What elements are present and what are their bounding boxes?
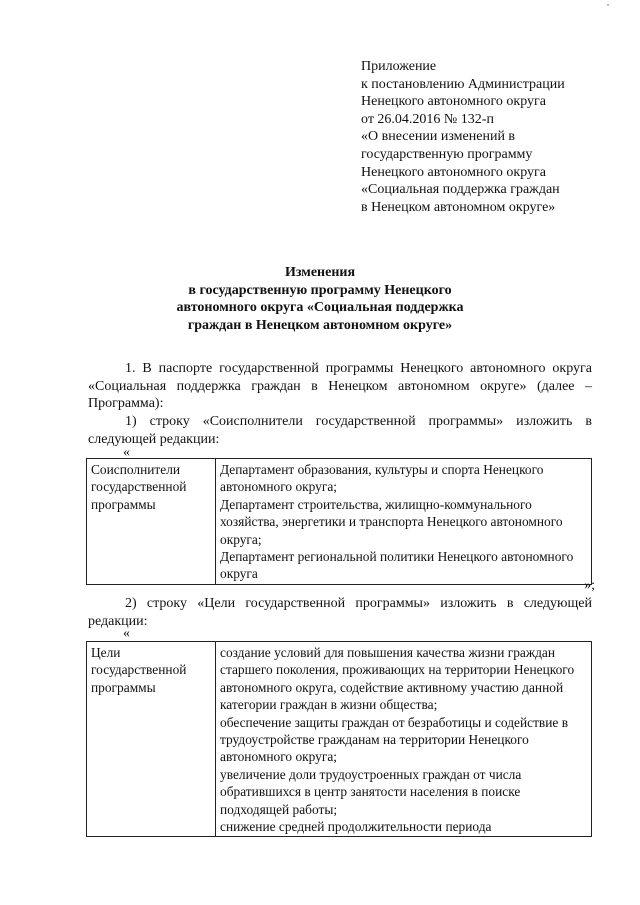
document-title — [0, 264, 640, 334]
corner-mark: ˙ — [606, 1, 610, 15]
appendix-line: «О внесении изменений в — [361, 129, 516, 145]
appendix-line: «Социальная поддержка граждан — [361, 182, 560, 198]
paragraph-1: 1. В паспорте государственной программы Ненецкого автономного округа «Социальная поддержка граждан в Ненецком автономном округе» (далее – Программа): — [88, 361, 592, 411]
appendix-line: в Ненецком автономном округе» — [361, 199, 556, 215]
table-cell-line: увеличение доли трудоустроенных граждан от числа обратившихся в центр занятости населения в поиске подходящей работы; — [220, 766, 522, 817]
title-line: граждан в Ненецком автономном округе» — [187, 317, 453, 333]
table-cell-line: обеспечение защиты граждан от безработицы и содействие в трудоустройстве гражданам на территории Ненецкого автономного округа; — [220, 714, 569, 765]
table-row — [87, 459, 592, 585]
appendix-line: Ненецкого автономного округа — [361, 94, 546, 110]
table-cell-label: Соисполнители государственной программы — [87, 459, 216, 585]
opening-quote: « — [123, 445, 130, 460]
co-executors-table — [86, 458, 592, 585]
appendix-block — [361, 58, 611, 216]
table-cell-line: снижение средней продолжительности периода — [220, 819, 492, 835]
closing-quote: »; — [584, 578, 595, 593]
table-row — [87, 642, 592, 837]
goals-table — [86, 641, 592, 837]
opening-quote: « — [123, 626, 130, 641]
table-cell-line: Департамент региональной политики Ненецкого автономного округа — [220, 549, 574, 582]
appendix-line: Ненецкого автономного округа — [361, 164, 546, 180]
table-cell-content — [216, 642, 592, 837]
appendix-line: к постановлению Администрации — [361, 76, 565, 92]
table-cell-line: Департамент образования, культуры и спорта Ненецкого автономного округа; — [220, 462, 544, 495]
paragraph-3: 2) строку «Цели государственной программы» изложить в следующей редакции: — [88, 596, 592, 629]
paragraph-2: 1) строку «Соисполнители государственной программы» изложить в следующей редакции: — [88, 414, 592, 447]
table-cell-label: Цели государственной программы — [87, 642, 216, 837]
table-cell-line: Департамент строительства, жилищно-коммунального хозяйства, энергетики и транспорта Ненецкого автономного округа; — [220, 496, 563, 547]
title-line: автономного округа «Социальная поддержка — [176, 300, 464, 315]
table-cell-content — [216, 459, 592, 585]
title-line: Изменения — [284, 265, 356, 280]
appendix-line: от 26.04.2016 № 132-п — [361, 111, 494, 127]
appendix-line: государственную программу — [361, 146, 533, 162]
appendix-line: Приложение — [361, 59, 437, 74]
title-line: в государственную программу Ненецкого — [188, 282, 452, 298]
table-cell-line: создание условий для повышения качества жизни граждан старшего поколения, проживающих на территории Ненецкого автономного округа, содействие активному участию данной категории граждан в жизни общества; — [220, 645, 575, 713]
